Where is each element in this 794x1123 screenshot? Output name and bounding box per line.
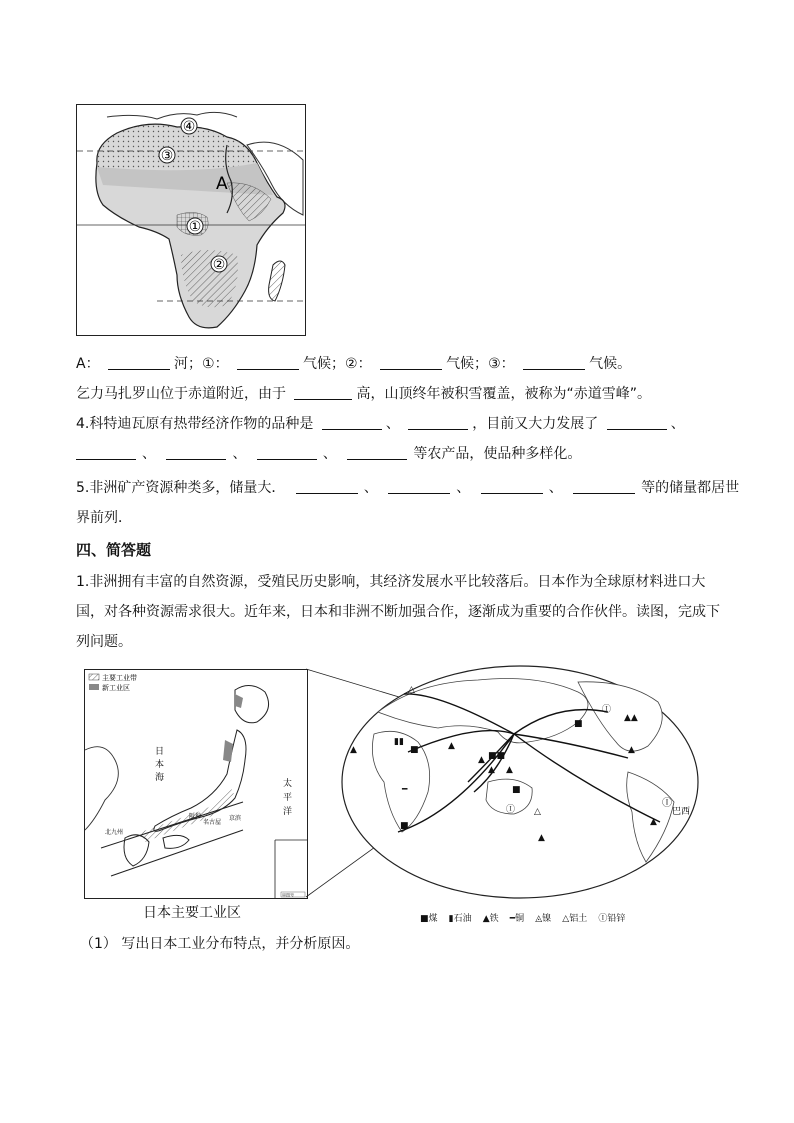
svg-text:■: ■	[574, 719, 583, 729]
legend-coal: ■煤	[420, 914, 438, 924]
label-keihin: 京滨	[229, 815, 242, 822]
brazil-symbol: Ⓘ	[662, 798, 672, 809]
legend-copper: ━铜	[509, 914, 525, 924]
fill-line-3: 4.科特迪瓦原有热带经济作物的品种是 、 ，目前又大力发展了 、	[76, 416, 685, 432]
fill-line-6: 界前列．	[76, 510, 132, 526]
pacific-c1: 太	[283, 779, 293, 789]
section-paragraph: 1.非洲拥有丰富的自然资源，受殖民历史影响，其经济发展水平比较落后。日本作为全球原材料进口大国，对各种资源需求很大。近年来，日本和非洲不断加强合作，逐渐成为重要的合作伙伴。读图，完成下列问题。	[76, 574, 720, 650]
svg-text:■: ■	[512, 785, 521, 795]
svg-text:▲: ▲	[538, 833, 545, 843]
svg-text:▲: ▲	[506, 765, 513, 775]
svg-text:▲: ▲	[650, 817, 657, 827]
svg-text:▲: ▲	[628, 745, 635, 755]
svg-text:■: ■	[410, 745, 419, 755]
svg-text:▲: ▲	[448, 741, 455, 751]
world-map-legend	[420, 906, 631, 925]
world-map	[338, 662, 702, 902]
sea-of-japan-c2: 本	[155, 760, 165, 770]
svg-text:Ⓘ: Ⓘ	[602, 705, 612, 715]
japan-map-caption: 日本主要工业区	[143, 905, 241, 921]
svg-text:▲: ▲	[488, 765, 495, 775]
section-title: 四、简答题	[76, 541, 152, 559]
label-a: A	[216, 174, 228, 194]
question-1: （1） 写出日本工业分布特点，并分析原因。	[80, 936, 360, 952]
label-1: ①	[188, 219, 202, 235]
svg-text:■■: ■■	[488, 751, 506, 761]
svg-text:▮▮: ▮▮	[394, 737, 404, 747]
svg-text:━: ━	[402, 785, 408, 795]
label-hanshin: 阪神	[189, 813, 202, 820]
legend-new-zone: 新工业区	[102, 684, 130, 692]
svg-text:▲: ▲	[350, 745, 357, 755]
legend-main-belt: 主要工业带	[102, 674, 137, 682]
label-nagoya: 名古屋	[203, 819, 222, 826]
fill-line-5: 5.非洲矿产资源种类多，储量大． 、 、 、 等的储量都居世	[76, 480, 740, 496]
legend-nickel: ◬镍	[535, 914, 552, 924]
label-kitakyushu: 北九州	[105, 829, 124, 836]
legend-oil: ▮石油	[448, 914, 472, 924]
label-4: ④	[182, 119, 196, 135]
legend-bauxite: △铝土	[562, 914, 588, 924]
scale-note: 审图号	[282, 892, 294, 898]
brazil-label: 巴西	[672, 807, 691, 817]
legend-iron: ▲铁	[482, 914, 499, 924]
svg-text:▲: ▲	[478, 755, 485, 765]
legend-lead-zinc: Ⓘ铅锌	[598, 914, 626, 924]
label-3: ③	[160, 148, 174, 164]
world-map-drawing	[338, 662, 702, 902]
svg-text:Ⓘ: Ⓘ	[506, 805, 516, 815]
svg-text:△: △	[534, 807, 541, 817]
sea-of-japan-c3: 海	[155, 773, 165, 783]
svg-text:△: △	[408, 685, 415, 695]
fill-line-2: 乞力马扎罗山位于赤道附近，由于 高，山顶终年被积雪覆盖，被称为“赤道雪峰”。	[76, 386, 651, 402]
svg-text:▲▲: ▲▲	[624, 713, 638, 723]
svg-text:■: ■	[400, 821, 409, 831]
label-2: ②	[212, 257, 226, 273]
fill-line-4: 、 、 、 等农产品，使品种多样化。	[76, 444, 581, 464]
fill-line-1: A： 河；①： 气候；②： 气候；③： 气候。	[76, 356, 632, 372]
pacific-c2: 平	[283, 793, 293, 803]
pacific-c3: 洋	[283, 807, 293, 817]
sea-of-japan-c1: 日	[155, 747, 165, 757]
